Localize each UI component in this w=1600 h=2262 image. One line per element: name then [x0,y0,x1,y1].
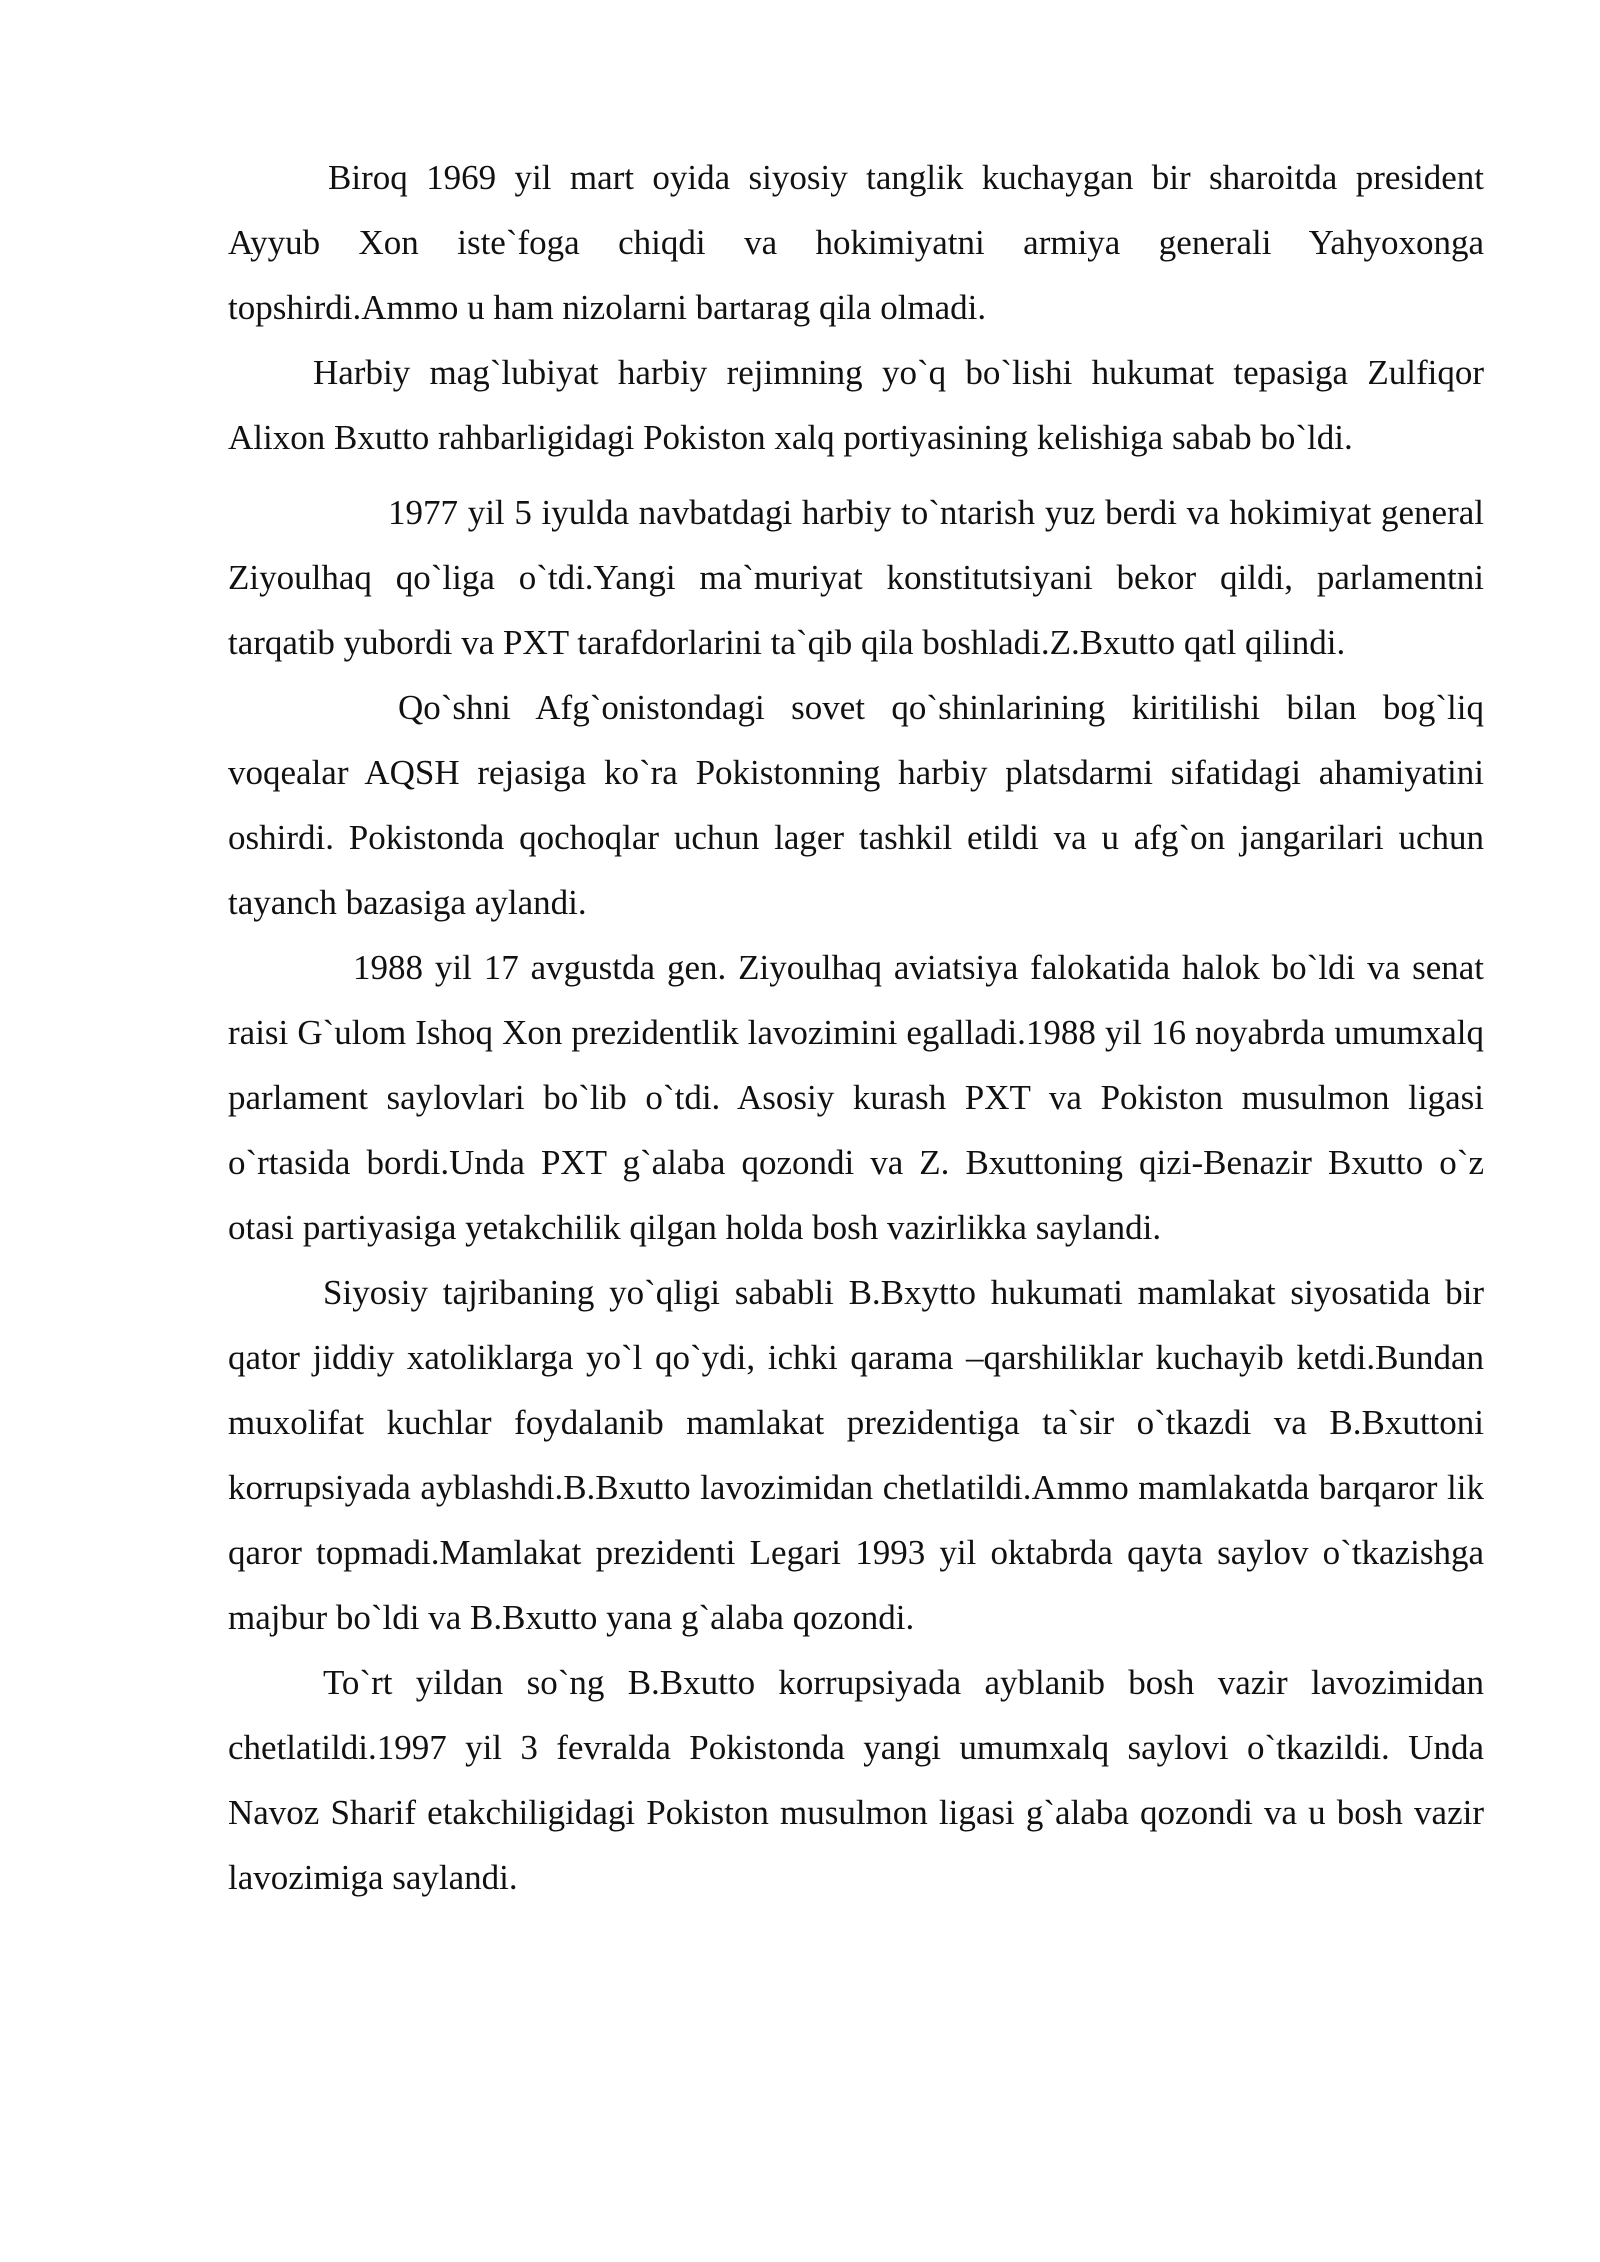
paragraph-7: To`rt yildan so`ng B.Bxutto korrupsiyada ayblanib bosh vazir lavozimidan chetlatildi.1997 yil 3 fevralda Pokistonda yangi umumxalq saylovi o`tkazildi. Unda Navoz Sharif etakchiligidagi Pokiston musulmon ligasi g`alaba qozondi va u bosh vazir lavozimiga saylandi. [228,1663,1484,1897]
paragraph-3: 1977 yil 5 iyulda navbatdagi harbiy to`ntarish yuz berdi va hokimiyat general Ziyoulhaq qo`liga o`tdi.Yangi ma`muriyat konstitutsiyani bekor qildi, parlamentni tarqatib yubordi va PXT tarafdorlarini ta`qib qila boshladi.Z.Bxutto qatl qilindi. [228,493,1484,662]
document-body [228,145,1484,1910]
paragraph-6: Siyosiy tajribaning yo`qligi sababli B.Bxytto hukumati mamlakat siyosatida bir qator jiddiy xatoliklarga yo`l qo`ydi, ichki qarama –qarshiliklar kuchayib ketdi.Bundan muxolifat kuchlar foydalanib mamlakat prezidentiga ta`sir o`tkazdi va B.Bxuttoni korrupsiyada ayblashdi.B.Bxutto lavozimidan chetlatildi.Ammo mamlakatda barqaror lik qaror topmadi.Mamlakat prezidenti Legari 1993 yil oktabrda qayta saylov o`tkazishga majbur bo`ldi va B.Bxutto yana g`alaba qozondi. [228,1273,1484,1637]
paragraph-1: Biroq 1969 yil mart oyida siyosiy tanglik kuchaygan bir sharoitda president Ayyub Xon iste`foga chiqdi va hokimiyatni armiya generali Yahyoxonga topshirdi.Ammo u ham nizolarni bartarag qila olmadi. [228,158,1484,327]
paragraph-5: 1988 yil 17 avgustda gen. Ziyoulhaq aviatsiya falokatida halok bo`ldi va senat raisi G`ulom Ishoq Xon prezidentlik lavozimini egalladi.1988 yil 16 noyabrda umumxalq parlament saylovlari bo`lib o`tdi. Asosiy kurash PXT va Pokiston musulmon ligasi o`rtasida bordi.Unda PXT g`alaba qozondi va Z. Bxuttoning qizi-Benazir Bxutto o`z otasi partiyasiga yetakchilik qilgan holda bosh vazirlikka saylandi. [228,948,1484,1247]
paragraph-4: Qo`shni Afg`onistondagi sovet qo`shinlarining kiritilishi bilan bog`liq voqealar AQSH rejasiga ko`ra Pokistonning harbiy platsdarmi sifatidagi ahamiyatini oshirdi. Pokistonda qochoqlar uchun lager tashkil etildi va u afg`on jangarilari uchun tayanch bazasiga aylandi. [228,688,1484,922]
paragraph-2: Harbiy mag`lubiyat harbiy rejimning yo`q bo`lishi hukumat tepasiga Zulfiqor Alixon Bxutto rahbarligidagi Pokiston xalq portiyasining kelishiga sabab bo`ldi. [228,353,1484,457]
